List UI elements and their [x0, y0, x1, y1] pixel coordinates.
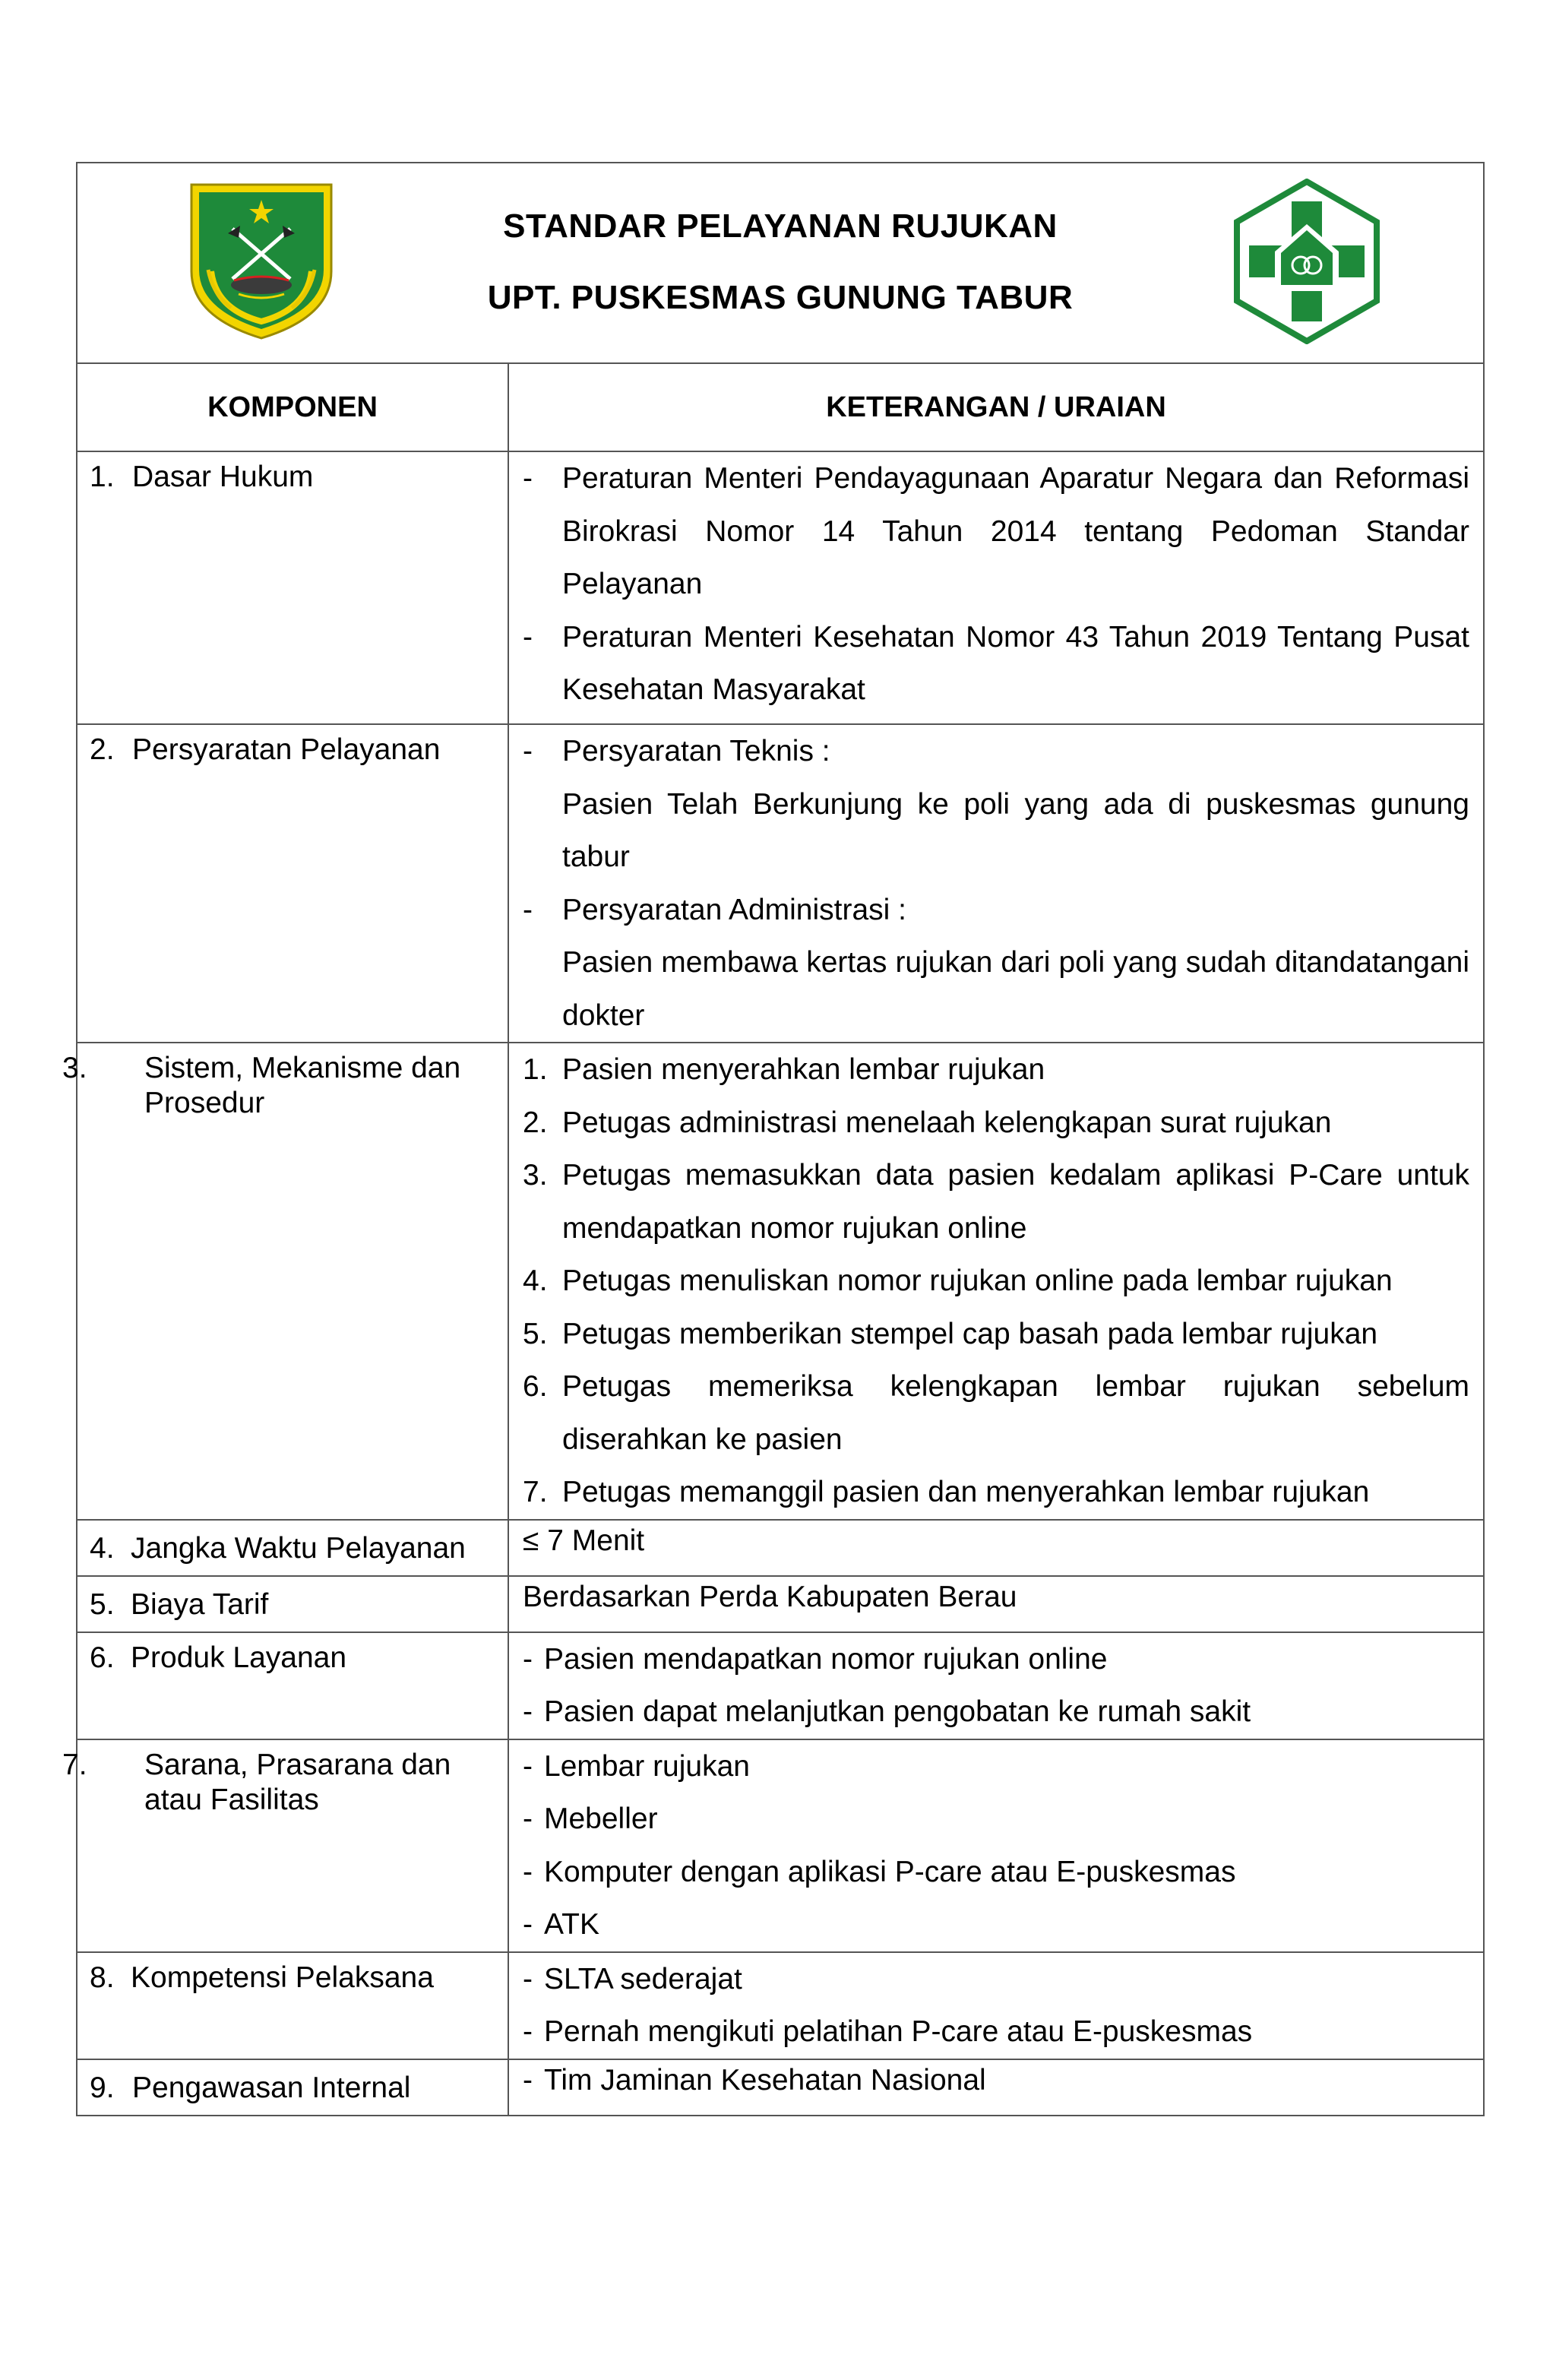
uraian-cell	[508, 1043, 1484, 1520]
document-subtitle: UPT. PUSKESMAS GUNUNG TABUR	[487, 279, 1074, 316]
list-item: Petugas memasukkan data pasien kedalam aplikasi P-Care untuk mendapatkan nomor rujukan online	[562, 1159, 1469, 1245]
row-number: 3.	[62, 1052, 87, 1084]
komponen-cell	[62, 1739, 508, 1952]
list-item: Mebeller	[544, 1802, 658, 1835]
uraian-cell	[508, 2059, 1484, 2116]
uraian-cell	[508, 1952, 1484, 2059]
list-marker: 7.	[523, 1476, 548, 1508]
column-header-row	[77, 363, 1484, 451]
uraian-cell	[508, 1576, 1484, 1632]
list-marker: -	[523, 2015, 533, 2048]
komponen-cell	[77, 724, 508, 1043]
list-item: Pernah mengikuti pelatihan P-care atau E-puskesmas	[544, 2015, 1253, 2048]
list-item: SLTA sederajat	[544, 1962, 742, 1995]
column-header-komponen: KOMPONEN	[77, 363, 508, 451]
komponen-cell	[77, 1632, 508, 1739]
table-row	[77, 1632, 1484, 1739]
list-item: Petugas memberikan stempel cap basah pada lembar rujukan	[562, 1317, 1378, 1350]
column-header-uraian: KETERANGAN / URAIAN	[508, 363, 1484, 451]
list-marker: 6.	[523, 1370, 548, 1403]
puskesmas-logo-icon	[1232, 179, 1381, 344]
komponen-label: Jangka Waktu Pelayanan	[131, 1531, 466, 1565]
service-time-value: ≤ 7 Menit	[523, 1524, 645, 1557]
list-marker: -	[523, 1749, 533, 1783]
list-marker: 3.	[523, 1159, 548, 1192]
table-row	[77, 1520, 1484, 1576]
list-item: Tim Jaminan Kesehatan Nasional	[544, 2063, 986, 2097]
uraian-cell	[508, 724, 1484, 1043]
row-number: 6.	[90, 1641, 115, 1674]
list-marker: 5.	[523, 1317, 548, 1350]
list-marker: 2.	[523, 1106, 548, 1139]
list-item: Petugas memanggil pasien dan menyerahkan lembar rujukan	[562, 1476, 1370, 1508]
table-row	[77, 1576, 1484, 1632]
komponen-cell	[62, 1043, 508, 1520]
list-item: Peraturan Menteri Kesehatan Nomor 43 Tahun 2019 Tentang Pusat Kesehatan Masyarakat	[562, 620, 1469, 706]
list-item: ATK	[544, 1908, 599, 1941]
list-item-detail: Pasien membawa kertas rujukan dari poli yang sudah ditandatangani dokter	[562, 946, 1469, 1032]
komponen-label: Kompetensi Pelaksana	[131, 1961, 434, 1994]
list-item: Peraturan Menteri Pendayagunaan Aparatur Negara dan Reformasi Birokrasi Nomor 14 Tahun 2014 tentang Pedoman Standar Pelayanan	[562, 462, 1469, 600]
row-number: 8.	[90, 1961, 115, 1994]
list-item: Petugas administrasi menelaah kelengkapan surat rujukan	[562, 1106, 1332, 1139]
komponen-label: Produk Layanan	[131, 1641, 347, 1674]
row-number: 4.	[90, 1531, 115, 1565]
list-marker: -	[523, 1642, 533, 1676]
komponen-label: Pengawasan Internal	[132, 2071, 411, 2104]
komponen-cell	[77, 2059, 508, 2116]
list-item: Pasien dapat melanjutkan pengobatan ke rumah sakit	[544, 1695, 1251, 1728]
komponen-label: Persyaratan Pelayanan	[132, 733, 441, 766]
komponen-cell	[77, 451, 508, 724]
list-marker: -	[523, 1855, 533, 1888]
row-number: 5.	[90, 1587, 115, 1621]
list-item: Pasien menyerahkan lembar rujukan	[562, 1053, 1045, 1086]
uraian-cell	[508, 1632, 1484, 1739]
list-marker: -	[523, 1695, 533, 1728]
list-item: Petugas memeriksa kelengkapan lembar rujukan sebelum diserahkan ke pasien	[562, 1370, 1469, 1456]
tariff-value: Berdasarkan Perda Kabupaten Berau	[523, 1580, 1017, 1613]
list-item: Persyaratan Administrasi :	[562, 893, 907, 926]
document-title: STANDAR PELAYANAN RUJUKAN	[503, 207, 1058, 245]
header-row	[77, 163, 1484, 363]
row-number: 2.	[90, 733, 115, 766]
list-marker: -	[523, 462, 533, 495]
row-number: 9.	[90, 2071, 115, 2104]
service-standard-table	[62, 162, 1485, 2116]
list-item: Persyaratan Teknis :	[562, 735, 830, 767]
list-item: Petugas menuliskan nomor rujukan online pada lembar rujukan	[562, 1264, 1393, 1297]
list-item: Pasien mendapatkan nomor rujukan online	[544, 1642, 1108, 1676]
table-row	[77, 1952, 1484, 2059]
row-number: 1.	[90, 460, 115, 493]
document	[62, 162, 1483, 2116]
table-row	[77, 1043, 1484, 1520]
uraian-cell	[508, 451, 1484, 724]
row-number: 7.	[62, 1748, 87, 1781]
list-marker: 4.	[523, 1264, 548, 1297]
list-marker: -	[523, 735, 533, 767]
table-row	[77, 2059, 1484, 2116]
komponen-label: Dasar Hukum	[132, 460, 314, 493]
list-item: Komputer dengan aplikasi P-care atau E-puskesmas	[544, 1855, 1236, 1888]
list-marker: 1.	[523, 1053, 548, 1086]
uraian-cell	[508, 1739, 1484, 1952]
table-row	[77, 724, 1484, 1043]
list-marker: -	[523, 1908, 533, 1941]
komponen-cell	[77, 1576, 508, 1632]
komponen-label: Sistem, Mekanisme dan Prosedur	[144, 1052, 461, 1119]
list-marker: -	[523, 893, 533, 926]
table-row	[77, 1739, 1484, 1952]
list-marker: -	[523, 1962, 533, 1995]
komponen-label: Biaya Tarif	[131, 1587, 269, 1621]
list-marker: -	[523, 1802, 533, 1835]
table-row	[77, 451, 1484, 724]
list-marker: -	[523, 2063, 533, 2097]
komponen-cell	[77, 1952, 508, 2059]
list-marker: -	[523, 620, 533, 654]
uraian-cell	[508, 1520, 1484, 1576]
komponen-label: Sarana, Prasarana dan atau Fasilitas	[144, 1748, 451, 1816]
regency-emblem-icon	[185, 180, 337, 343]
header-cell	[77, 163, 1484, 363]
komponen-cell	[77, 1520, 508, 1576]
list-item: Lembar rujukan	[544, 1749, 750, 1783]
list-item-detail: Pasien Telah Berkunjung ke poli yang ada di puskesmas gunung tabur	[562, 787, 1469, 873]
